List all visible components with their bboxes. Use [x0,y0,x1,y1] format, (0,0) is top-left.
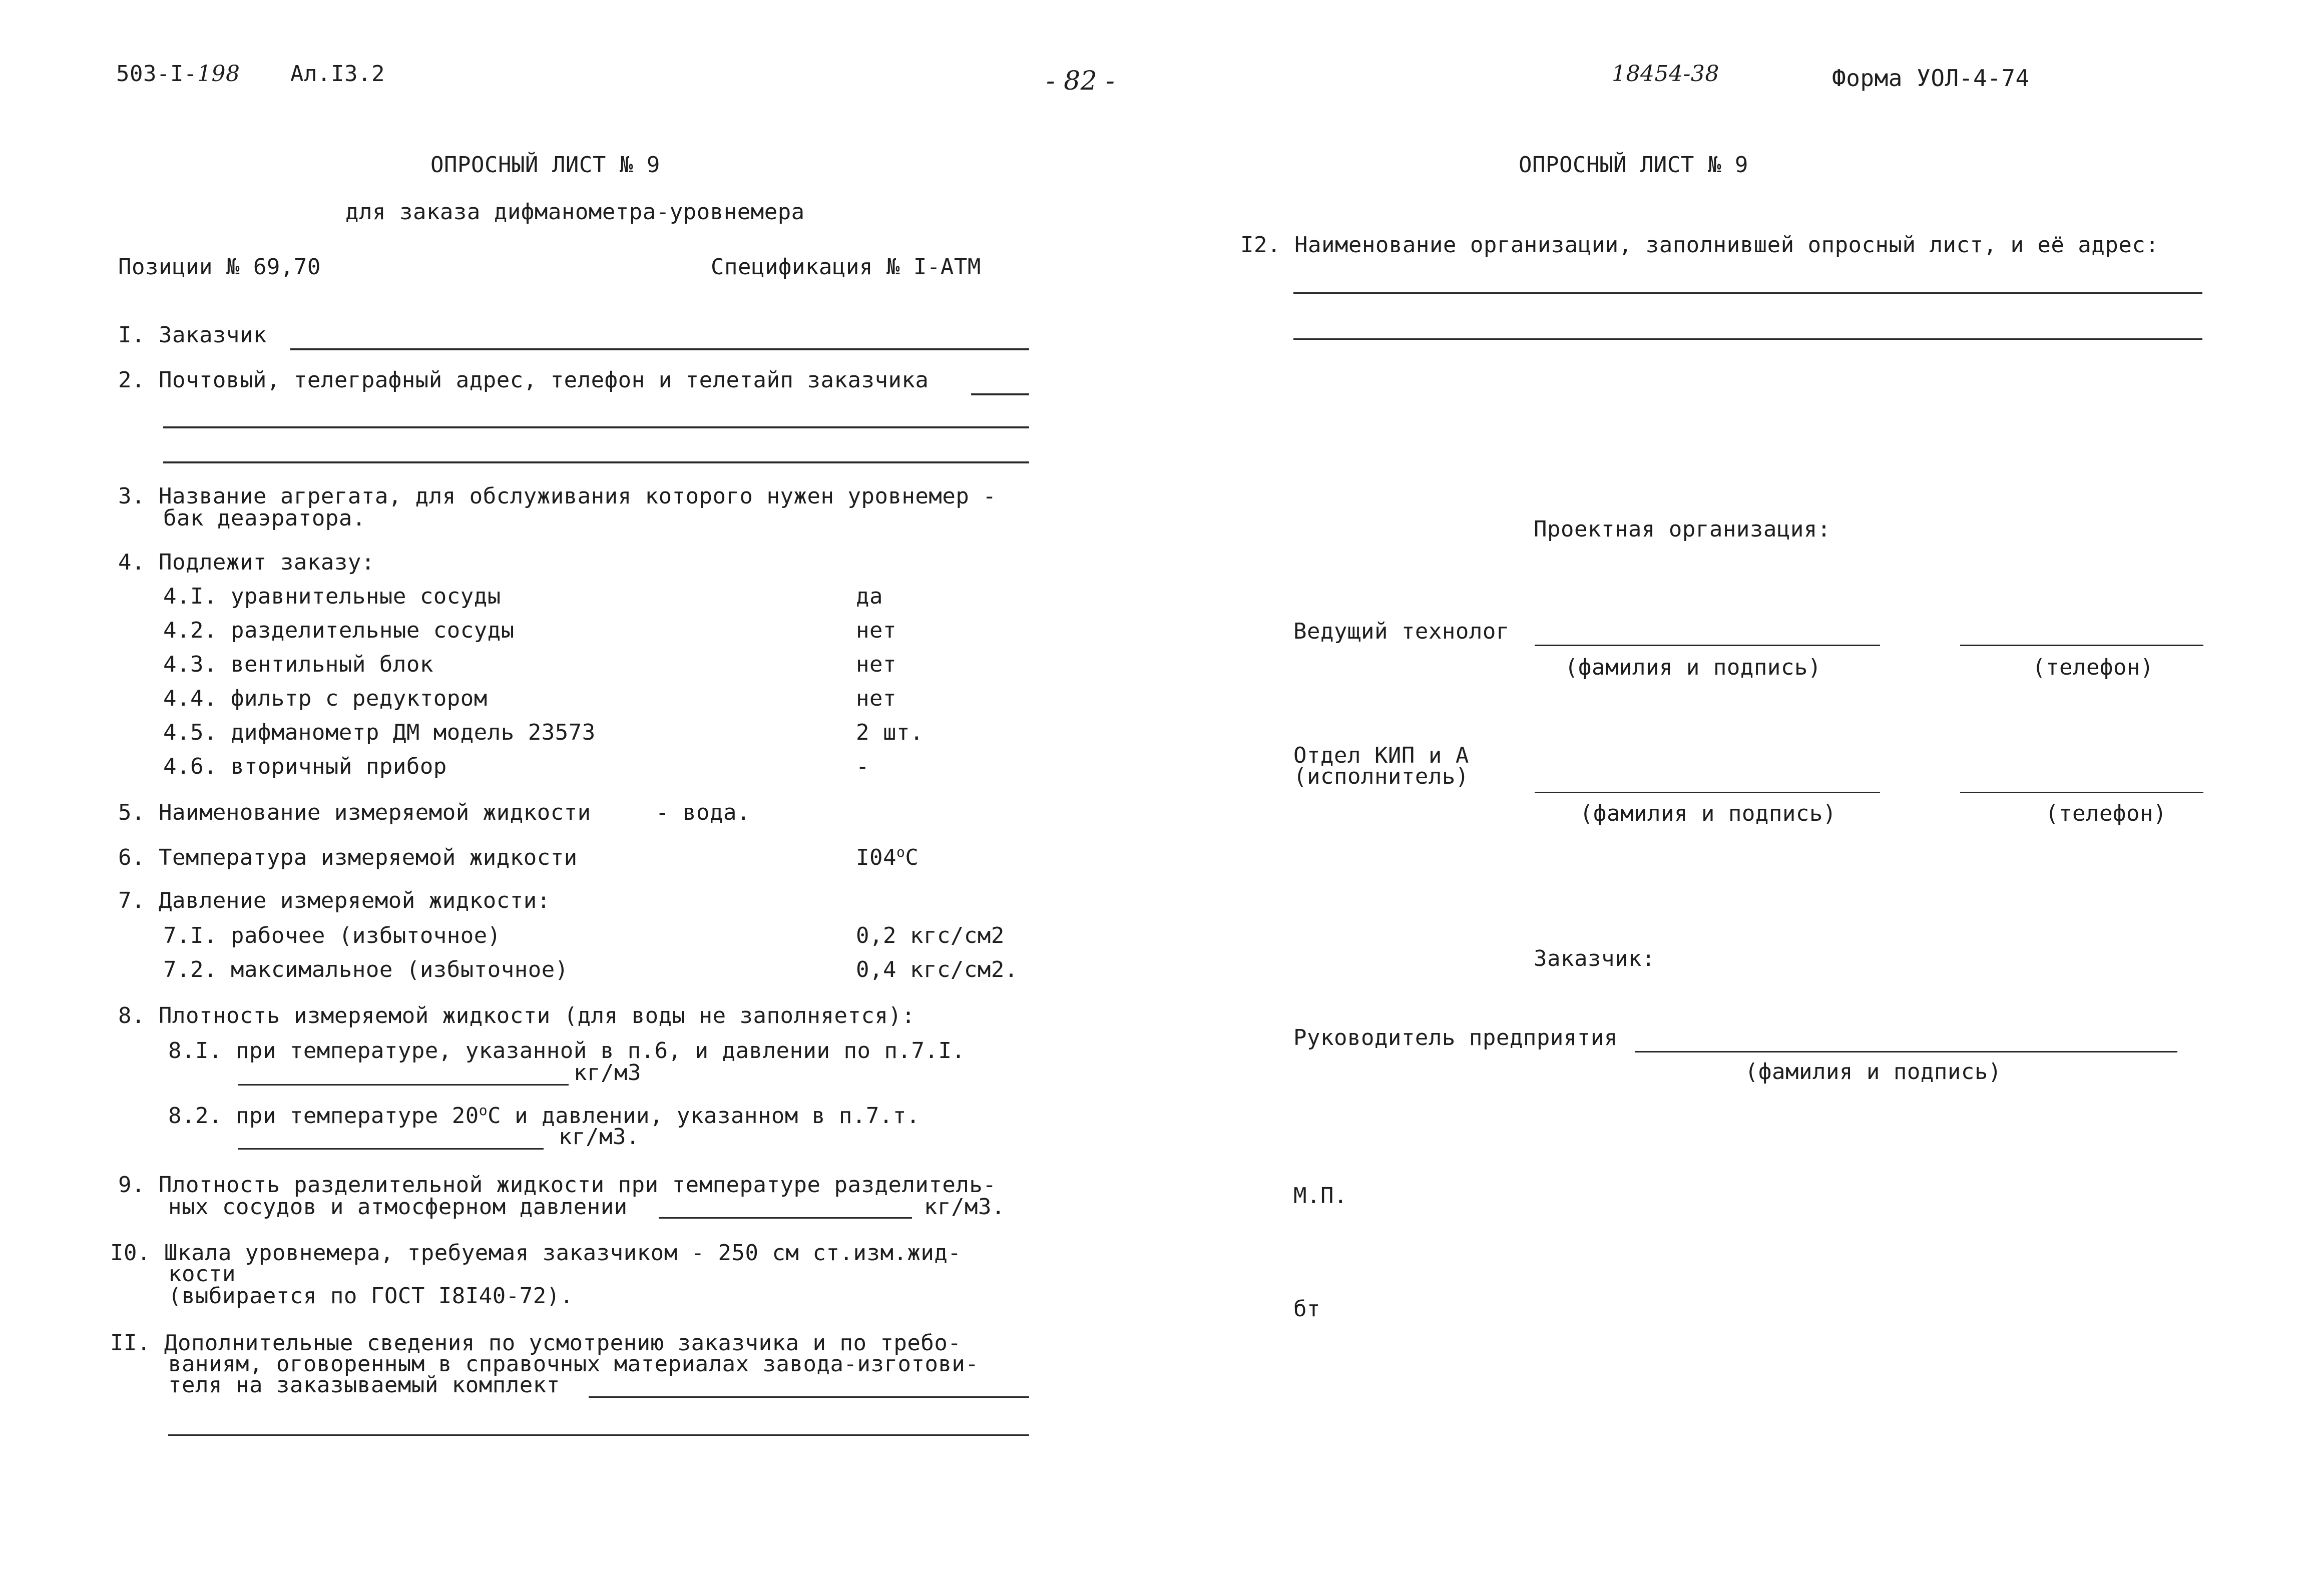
item-6-temperature: 6. Температура измеряемой жидкости [118,845,578,870]
customer-heading: Заказчик: [1534,946,1655,971]
order-item-value: 2 шт. [856,720,924,745]
item-10-line-1: I0. Шкала уровнемера, требуемая заказчиком - 250 см ст.изм.жид- [110,1240,962,1266]
item-11-fill-line-1 [589,1396,1029,1398]
director-label: Руководитель предприятия [1293,1025,1618,1050]
item-9-fill-line [659,1217,912,1219]
item-11-line-3: теля на заказываемый комплект [168,1372,560,1398]
project-organization-heading: Проектная организация: [1534,516,1831,542]
lead-technologist-phone-line [1960,645,2203,646]
item-2-address: 2. Почтовый, телеграфный адрес, телефон и телетайп заказчика [118,367,929,393]
item-10-line-2: кости [168,1261,236,1287]
pressure-label: 7.I. рабочее (избыточное) [163,923,501,948]
item-11-line-1: II. Дополнительные сведения по усмотрению заказчика и по требо- [110,1330,962,1356]
item-8-2-text-a: 8.2. при температуре 20 [168,1103,479,1129]
phone-caption: (телефон) [2032,655,2154,680]
typist-mark: бт [1293,1296,1320,1322]
order-item-value: - [856,754,869,779]
degree-mark: о [896,844,905,860]
item-11-line-2: ваниям, оговоренным в справочных материалах завода-изготови- [168,1351,979,1377]
name-signature-caption: (фамилия и подпись) [1565,655,1821,680]
right-title: ОПРОСНЫЙ ЛИСТ № 9 [1519,152,1748,178]
positions-label: Позиции № 69,70 [118,254,321,280]
item-4-header: 4. Подлежит заказу: [118,550,375,575]
order-item-value: нет [856,652,896,677]
temperature-number: I04 [856,845,896,870]
order-item-label: 4.6. вторичный прибор [163,754,447,779]
director-sign-line [1635,1051,2177,1052]
department-phone-line [1960,792,2203,793]
order-item-label: 4.4. фильтр с редуктором [163,686,488,711]
degree-mark: о [479,1102,488,1119]
department-line-1: Отдел КИП и А [1293,743,1469,768]
item-8-1-unit: кг/м3 [574,1060,641,1086]
series-code-printed: 503-I- [116,61,197,87]
order-item-label: 4.5. дифманометр ДМ модель 23573 [163,720,596,745]
item-6-value [856,846,918,870]
lead-technologist-label: Ведущий технолог [1293,619,1510,644]
address-fill-line-2 [163,461,1029,463]
item-8-2-unit: кг/м3. [559,1124,640,1150]
item-8-2 [168,1104,920,1128]
item-12-organization: I2. Наименование организации, заполнившей опросный лист, и её адрес: [1240,232,2159,258]
item-7-pressure: 7. Давление измеряемой жидкости: [118,888,551,913]
item-5-liquid: 5. Наименование измеряемой жидкости [118,800,591,825]
series-code-handwritten: 198 [197,61,240,87]
department-sign-line [1535,792,1880,793]
item-9-unit: кг/м3. [924,1194,1005,1220]
address-fill-line-0 [971,393,1029,395]
item-9-line-1: 9. Плотность разделительной жидкости при температуре разделитель- [118,1172,997,1198]
name-signature-caption: (фамилия и подпись) [1745,1059,2002,1085]
item-8-1: 8.I. при температуре, указанной в п.6, и давлении по п.7.I. [168,1038,966,1063]
page-number: - 82 - [1046,66,1115,96]
form-code: Форма УОЛ-4-74 [1832,65,2030,92]
item-8-2-text-b: С и давлении, указанном в п.7.т. [488,1103,920,1129]
lead-technologist-sign-line [1535,645,1880,646]
item-10-line-3: (выбирается по ГОСТ I8I40-72). [168,1283,574,1309]
order-item-label: 4.3. вентильный блок [163,652,433,677]
order-item-value: нет [856,618,896,643]
item-8-1-fill-line [238,1084,569,1086]
stamp-number: 18454-38 [1612,61,1719,87]
name-signature-caption: (фамилия и подпись) [1580,801,1836,826]
seal-place-label: М.П. [1293,1183,1347,1209]
order-item-label: 4.2. разделительные сосуды [163,618,515,643]
order-item-value: да [856,584,883,609]
temperature-unit: С [905,845,919,870]
item-8-2-fill-line [238,1148,544,1150]
pressure-label: 7.2. максимальное (избыточное) [163,957,569,982]
order-item-value: нет [856,686,896,711]
series-code [116,62,240,86]
album-code: Ал.I3.2 [290,61,385,87]
item-11-fill-line-2 [168,1434,1029,1436]
customer-fill-line [290,348,1029,350]
item-3-line-2: бак деаэратора. [163,505,366,531]
item-3-line-1: 3. Название агрегата, для обслуживания которого нужен уровнемер - [118,483,997,509]
pressure-value: 0,2 кгс/см2 [856,923,1005,948]
item-8-density: 8. Плотность измеряемой жидкости (для воды не заполняется): [118,1003,915,1028]
left-subtitle: для заказа дифманометра-уровнемера [345,199,805,225]
item-9-line-2: ных сосудов и атмосферном давлении [168,1194,628,1220]
item-1-customer: I. Заказчик [118,322,267,348]
pressure-value: 0,4 кгс/см2. [856,957,1018,982]
address-fill-line-1 [163,426,1029,428]
department-line-2: (исполнитель) [1293,764,1469,789]
item-5-value: - вода. [656,800,750,825]
left-title: ОПРОСНЫЙ ЛИСТ № 9 [430,152,660,178]
phone-caption: (телефон) [2045,801,2167,826]
item-12-fill-line-2 [1293,338,2202,340]
order-item-label: 4.I. уравнительные сосуды [163,584,501,609]
item-12-fill-line-1 [1293,292,2202,294]
specification-label: Спецификация № I-АТМ [711,254,981,280]
